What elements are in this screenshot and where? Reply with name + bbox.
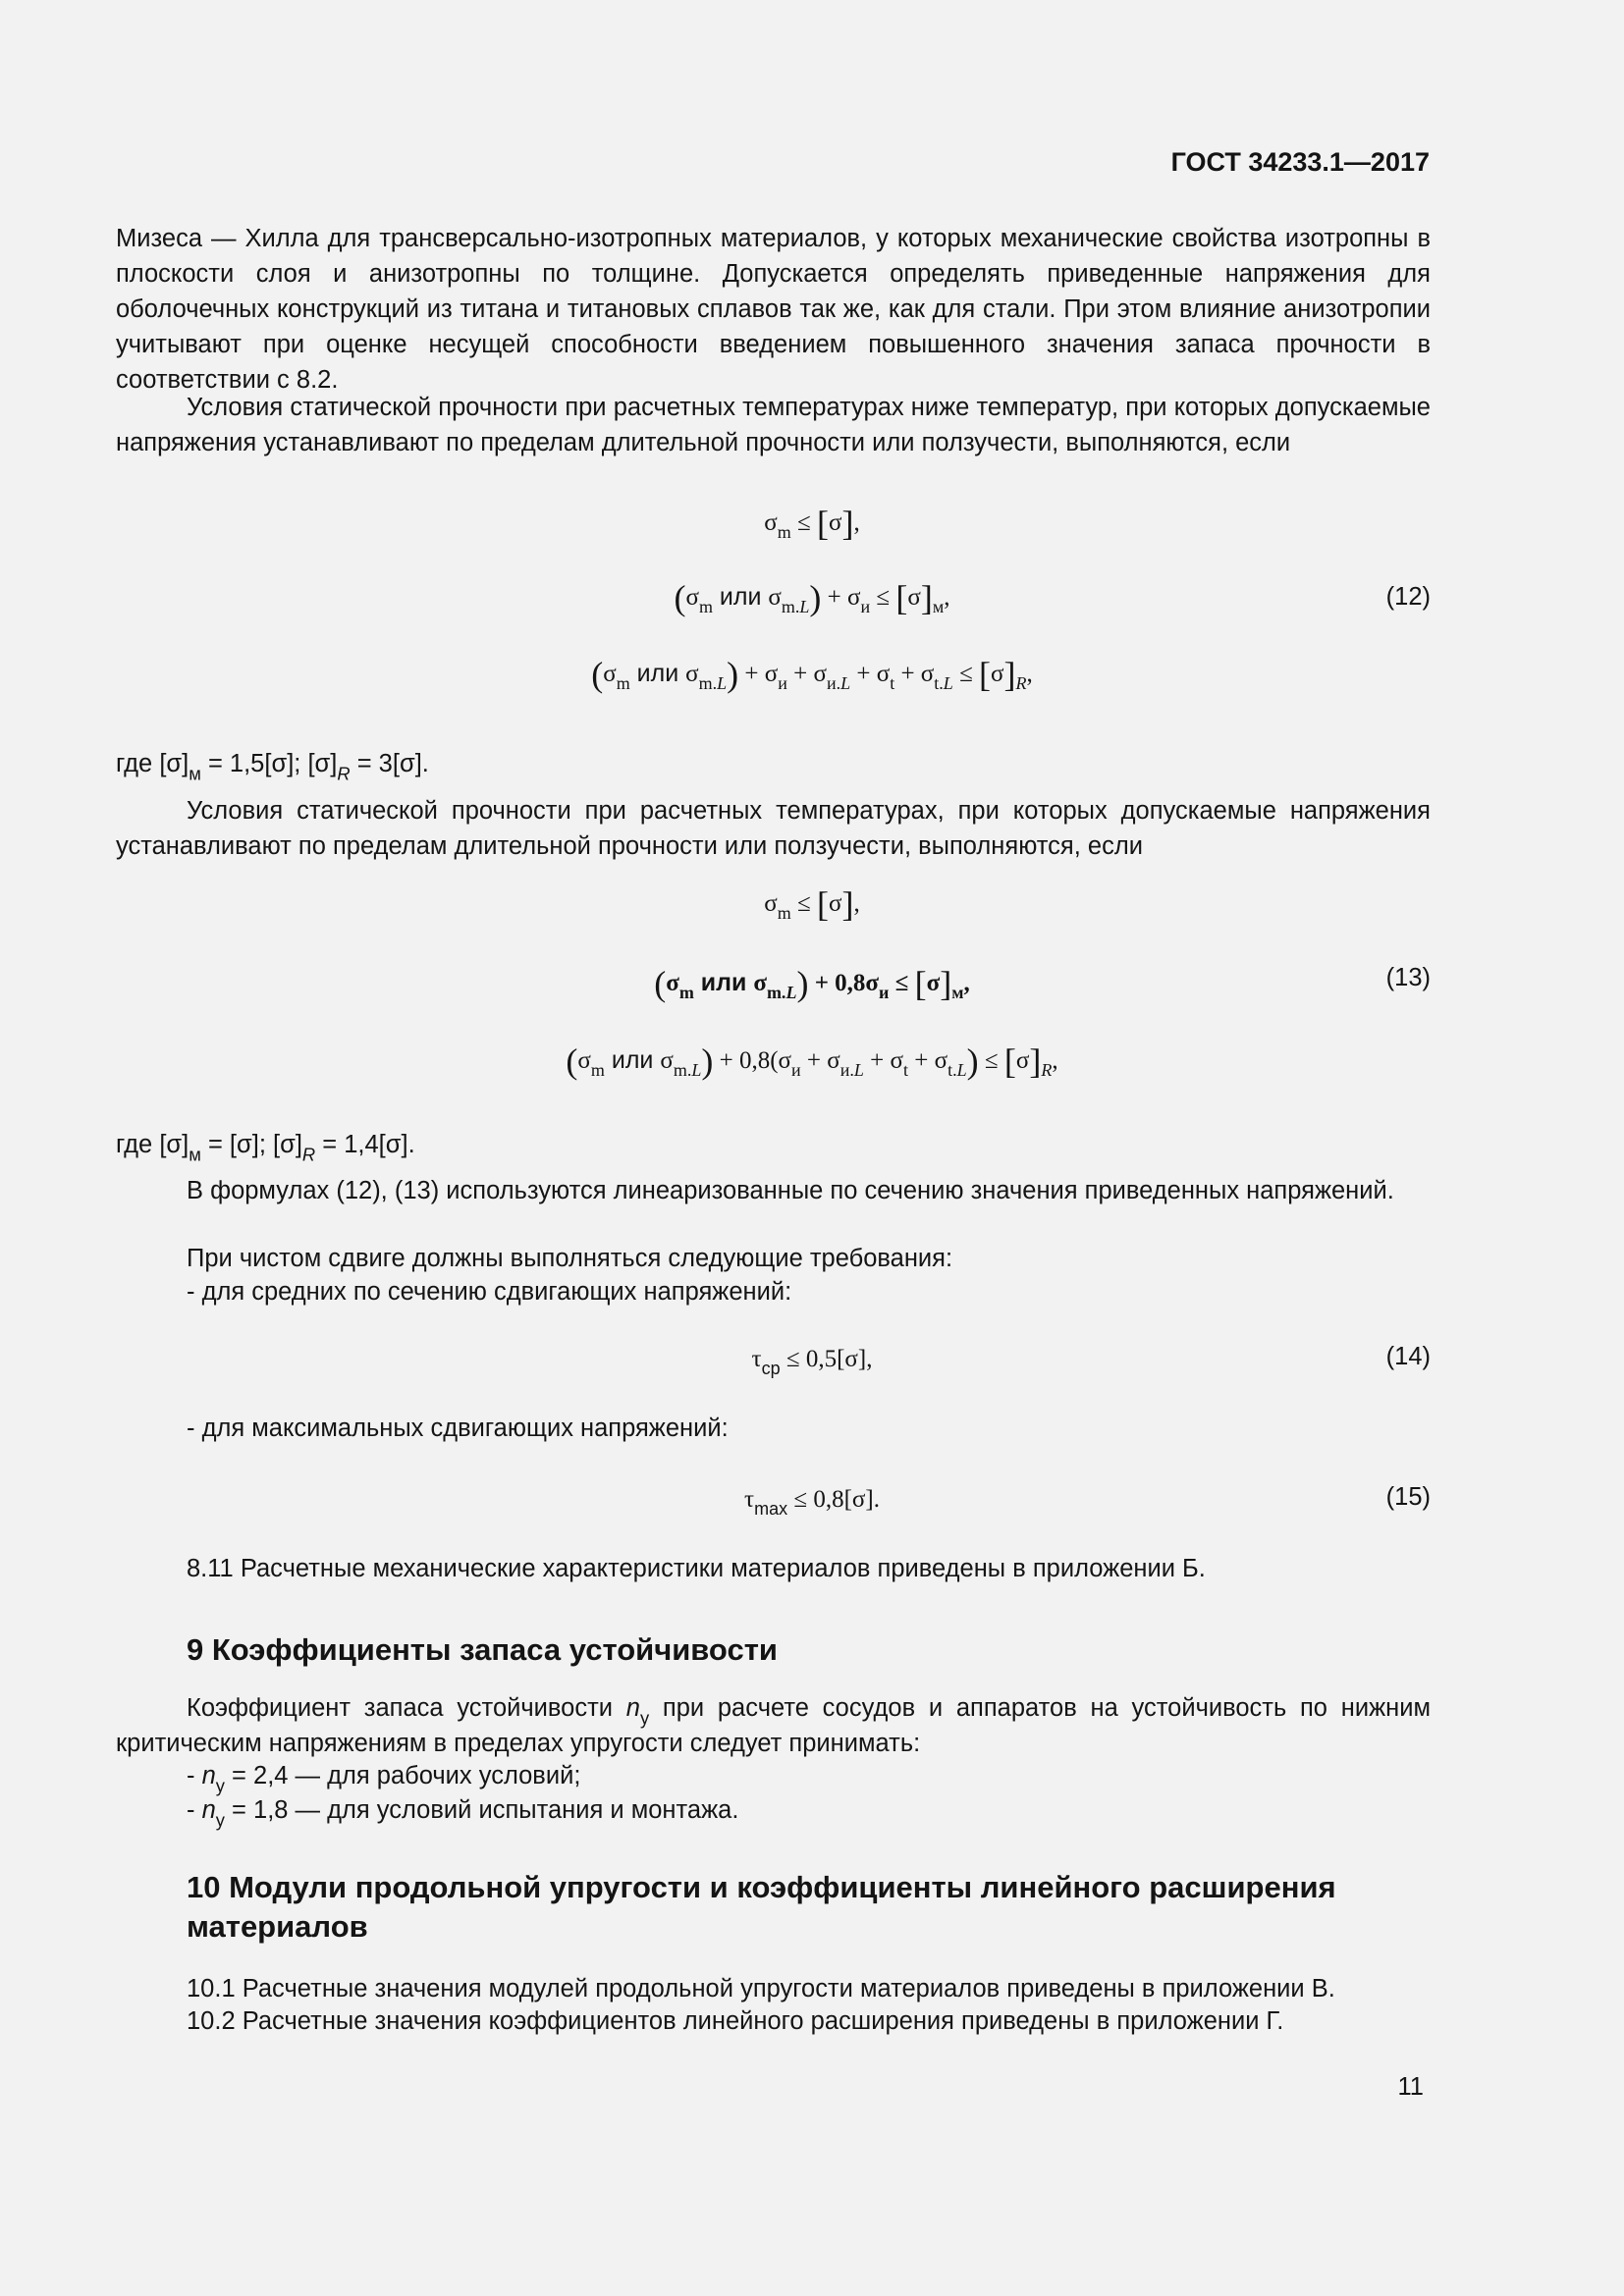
paragraph-10-2: 10.2 Расчетные значения коэффициентов линейного расширения приведены в приложении Г. [187, 2007, 1284, 2035]
formula-13-line-2: ($\sigma_m$ или $\sigma_{m.L}) + 0,8\sigma_и \le [\sigma]_м$, [654, 964, 970, 1003]
paragraph-pure-shear: При чистом сдвиге должны выполняться следующие требования: [187, 1245, 953, 1272]
equation-number-13: (13) [1385, 964, 1431, 991]
paragraph-linearized: В формулах (12), (13) используются линеаризованные по сечению значения приведенных напряжений. [187, 1177, 1394, 1204]
formula-15: $\tau_{max} \le 0,8[\sigma]$. [744, 1486, 880, 1520]
where-clause-13: где $[\sigma]_м = [\sigma]$; $[\sigma]_R = 1,4[\sigma]$. [116, 1131, 415, 1165]
formula-13-line-1: $\sigma_m \le [\sigma]$, [764, 884, 860, 924]
document-header: ГОСТ 34233.1—2017 [1170, 147, 1430, 177]
formula-12-line-3: ($\sigma_m$ или $\sigma_{m.L}) + \sigma_и + \sigma_{и.L} + \sigma_t + \sigma_{t.L} \le [\sigma]_R$, [591, 655, 1033, 694]
paragraph-stability-coefficient: Коэффициент запаса устойчивости $n_y$ при расчете сосудов и аппаратов на устойчивость по нижним критическим напряжениям в пределах упругости следует принимать: [116, 1694, 1431, 1757]
list-item-average-shear: - для средних по сечению сдвигающих напряжений: [187, 1278, 792, 1306]
paragraph-conditions-creep: Условия статической прочности при расчетных температурах, при которых допускаемые напряжения устанавливают по пределам длительной прочности или ползучести, выполняются, если [116, 797, 1431, 860]
equation-number-12: (12) [1385, 583, 1431, 611]
list-item-max-shear: - для максимальных сдвигающих напряжений: [187, 1415, 729, 1442]
equation-number-14: (14) [1385, 1343, 1431, 1370]
formula-14: $\tau_{ср} \le 0,5[\sigma]$, [751, 1346, 873, 1379]
paragraph-8-11: 8.11 Расчетные механические характеристики материалов приведены в приложении Б. [187, 1555, 1206, 1582]
section-heading-9: 9 Коэффициенты запаса устойчивости [187, 1632, 778, 1667]
section-heading-10: 10 Модули продольной упругости и коэффициенты линейного расширения материалов [187, 1870, 1336, 1944]
formula-12-line-2: ($\sigma_m$ или $\sigma_{m.L}) + \sigma_и \le [\sigma]_м$, [674, 578, 950, 617]
where-clause-12: где $[\sigma]_м = 1,5[\sigma]$; $[\sigma]_R = 3[\sigma]$. [116, 750, 429, 784]
formula-13-line-3: ($\sigma_m$ или $\sigma_{m.L}) + 0,8(\sigma_и + \sigma_{и.L} + \sigma_t + \sigma_{t.L}) \le [\sigma]_R$, [566, 1041, 1058, 1081]
list-item-working-conditions: - $n_y = 2,4$ — для рабочих условий; [187, 1762, 581, 1796]
paragraph-10-1: 10.1 Расчетные значения модулей продольной упругости материалов приведены в приложении В. [187, 1975, 1335, 2002]
paragraph-mises: Мизеса — Хилла для трансверсально-изотропных материалов, у которых механические свойства изотропны в плоскости слоя и анизотропны по толщине. Допускается определять приведенные напряжения для оболочечных конструкций из титана и титановых сплавов так же, как для стали. При этом влияние анизотропии учитывают при оценке несущей способности введением повышенного значения запаса прочности в соответствии с 8.2. [116, 225, 1431, 394]
paragraph-conditions-below: Условия статической прочности при расчетных температурах ниже температур, при которых допускаемые напряжения устанавливают по пределам длительной прочности или ползучести, выполняются, если [116, 394, 1431, 456]
list-item-test-conditions: - $n_y = 1,8$ — для условий испытания и монтажа. [187, 1796, 739, 1831]
formula-12-line-1: $\sigma_m \le [\sigma]$, [764, 504, 860, 543]
page-number: 11 [1397, 2073, 1424, 2101]
equation-number-15: (15) [1385, 1483, 1431, 1511]
